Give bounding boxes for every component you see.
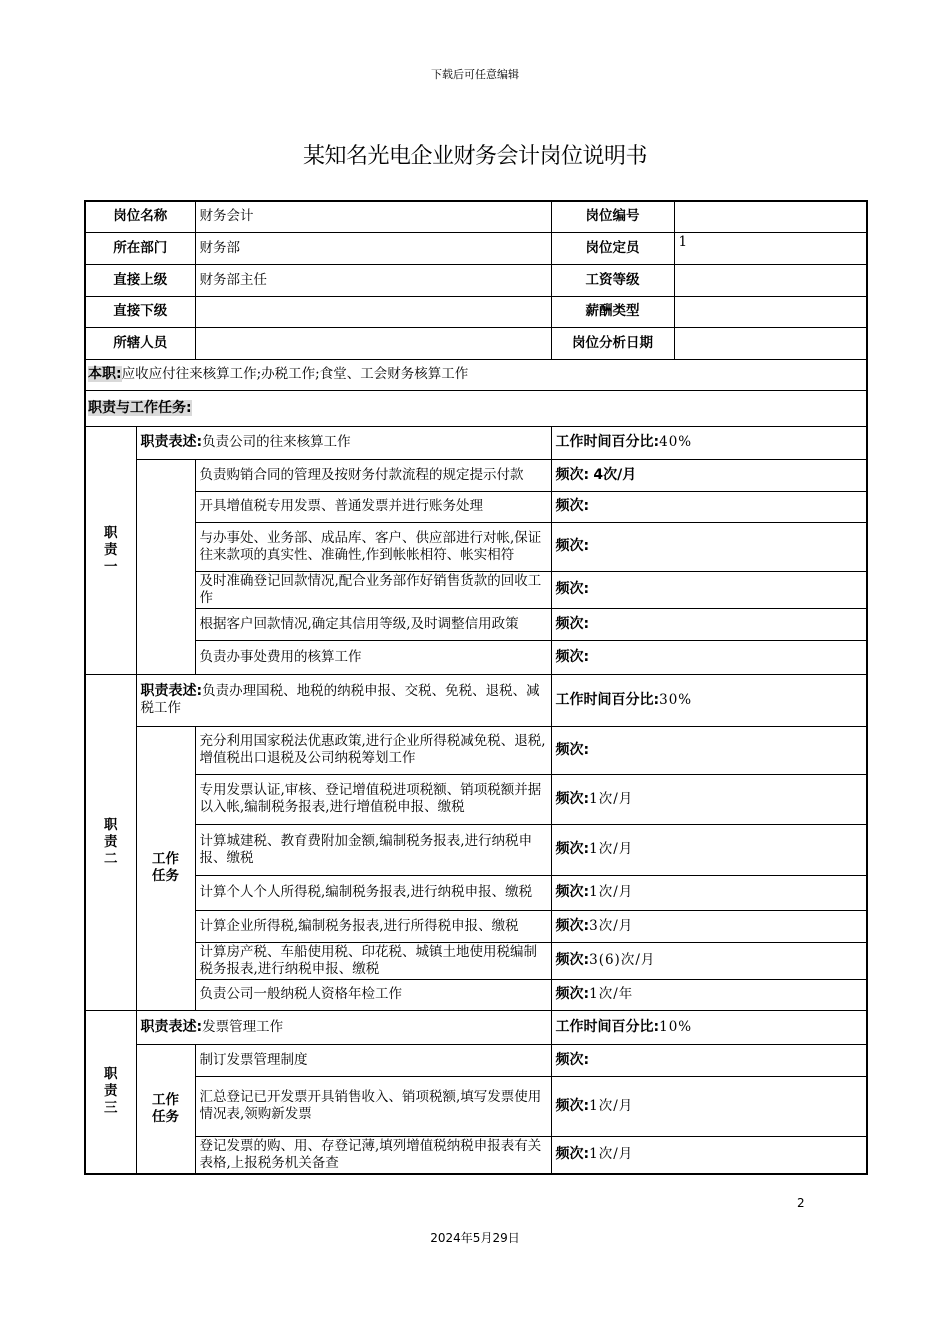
task-frequency: 3(6)次/月	[589, 952, 656, 968]
task-row	[85, 910, 867, 942]
duty1-statement-row	[85, 426, 867, 459]
task-row	[85, 1076, 867, 1136]
statement-label: 职责表述:	[140, 683, 203, 699]
task-text: 负责购销合同的管理及按财务付款流程的规定提示付款	[195, 459, 551, 491]
task-row	[85, 979, 867, 1010]
frequency-label: 频次:	[555, 741, 590, 758]
duty1-task-label-cell	[136, 459, 195, 674]
frequency-label: 频次:	[555, 466, 590, 483]
analysis-date-label: 岗位分析日期	[551, 327, 674, 359]
duty2-name: 职 责 二	[85, 674, 136, 1010]
info-row	[85, 232, 867, 264]
analysis-date-value	[674, 327, 867, 359]
direct-subordinate-label: 直接下级	[85, 296, 195, 327]
info-row	[85, 264, 867, 296]
frequency-label: 频次:	[555, 790, 590, 807]
summary-row	[85, 359, 867, 390]
task-text: 计算城建税、教育费附加金额,编制税务报表,进行纳税申报、缴税	[195, 824, 551, 875]
duty3-percent: 10%	[659, 1018, 693, 1035]
task-row	[85, 1044, 867, 1076]
pay-type-value	[674, 296, 867, 327]
task-row	[85, 726, 867, 774]
task-frequency: 4次/月	[593, 466, 637, 483]
task-frequency: 3次/月	[589, 917, 634, 934]
frequency-label: 频次:	[555, 917, 590, 934]
task-row	[85, 459, 867, 491]
duty3-task-label: 工作 任务	[136, 1044, 195, 1174]
task-text: 计算个人个人所得税,编制税务报表,进行纳税申报、缴税	[195, 875, 551, 910]
task-text: 开具增值税专用发票、普通发票并进行账务处理	[195, 491, 551, 522]
position-name-value: 财务会计	[195, 201, 551, 232]
position-name-label: 岗位名称	[85, 201, 195, 232]
department-value: 财务部	[195, 232, 551, 264]
direct-superior-value: 财务部主任	[195, 264, 551, 296]
time-percent-label: 工作时间百分比:	[555, 434, 660, 450]
task-row	[85, 608, 867, 640]
frequency-label: 频次:	[555, 986, 590, 1002]
task-text: 根据客户回款情况,确定其信用等级,及时调整信用政策	[195, 608, 551, 640]
task-text: 与办事处、业务部、成品库、客户、供应部进行对帐,保证往来款项的真实性、准确性,作到帐帐相符、帐实相符	[195, 522, 551, 571]
frequency-label: 频次:	[555, 538, 590, 554]
frequency-label: 频次:	[555, 581, 590, 597]
job-description-table	[84, 200, 868, 1175]
position-code-label: 岗位编号	[551, 201, 674, 232]
task-frequency: 1次/年	[589, 986, 634, 1002]
task-text: 汇总登记已开发票开具销售收入、销项税额,填写发票使用情况表,领购新发票	[195, 1076, 551, 1136]
task-row	[85, 942, 867, 979]
summary-label: 本职:	[88, 366, 122, 382]
task-row	[85, 571, 867, 608]
salary-grade-label: 工资等级	[551, 264, 674, 296]
task-row	[85, 774, 867, 824]
task-row	[85, 522, 867, 571]
duties-header-row	[85, 390, 867, 426]
task-row	[85, 875, 867, 910]
direct-subordinate-value	[195, 296, 551, 327]
footer-date: 2024年5月29日	[430, 1231, 520, 1245]
frequency-label: 频次:	[555, 498, 590, 514]
page-number: 2	[797, 1196, 805, 1210]
task-frequency: 1次/月	[589, 884, 634, 900]
frequency-label: 频次:	[555, 1051, 590, 1068]
statement-label: 职责表述:	[140, 1018, 203, 1035]
duty2-task-label: 工作 任务	[136, 726, 195, 1010]
pay-type-label: 薪酬类型	[551, 296, 674, 327]
task-row	[85, 640, 867, 674]
task-text: 制订发票管理制度	[195, 1044, 551, 1076]
headcount-label: 岗位定员	[551, 232, 674, 264]
task-text: 及时准确登记回款情况,配合业务部作好销售货款的回收工作	[195, 571, 551, 608]
duty3-name: 职 责 三	[85, 1010, 136, 1174]
headcount-value: 1	[674, 232, 867, 264]
task-text: 计算企业所得税,编制税务报表,进行所得税申报、缴税	[195, 910, 551, 942]
header-note: 下载后可任意编辑	[431, 68, 519, 81]
summary-text: 应收应付往来核算工作;办税工作;食堂、工会财务核算工作	[121, 366, 469, 382]
task-text: 负责办事处费用的核算工作	[195, 640, 551, 674]
info-row	[85, 296, 867, 327]
task-text: 专用发票认证,审核、登记增值税进项税额、销项税额并据以入帐,编制税务报表,进行增值税申报、缴税	[195, 774, 551, 824]
task-frequency: 1次/月	[589, 790, 634, 807]
managed-staff-value	[195, 327, 551, 359]
duty1-statement: 负责公司的往来核算工作	[202, 434, 351, 450]
statement-label: 职责表述:	[140, 434, 203, 450]
task-text: 负责公司一般纳税人资格年检工作	[195, 979, 551, 1010]
duty2-percent: 30%	[659, 691, 693, 708]
task-row	[85, 824, 867, 875]
duty2-statement: 负责办理国税、地税的纳税申报、交税、免税、退税、减税工作	[140, 683, 540, 716]
info-row	[85, 201, 867, 232]
duty3-statement: 发票管理工作	[202, 1018, 284, 1035]
task-text: 登记发票的购、用、存登记薄,填列增值税纳税申报表有关表格,上报税务机关备查	[195, 1136, 551, 1174]
task-row	[85, 1136, 867, 1174]
frequency-label: 频次:	[555, 841, 590, 857]
task-frequency: 1次/月	[589, 1097, 634, 1114]
department-label: 所在部门	[85, 232, 195, 264]
duties-header: 职责与工作任务:	[88, 399, 192, 416]
duty1-name: 职 责 一	[85, 426, 136, 674]
task-text: 充分利用国家税法优惠政策,进行企业所得税减免税、退税,增值税出口退税及公司纳税筹划工作	[195, 726, 551, 774]
salary-grade-value	[674, 264, 867, 296]
duty3-statement-row	[85, 1010, 867, 1044]
frequency-label: 频次:	[555, 1146, 590, 1163]
time-percent-label: 工作时间百分比:	[555, 691, 660, 708]
time-percent-label: 工作时间百分比:	[555, 1018, 660, 1035]
info-row	[85, 327, 867, 359]
direct-superior-label: 直接上级	[85, 264, 195, 296]
position-code-value	[674, 201, 867, 232]
frequency-label: 频次:	[555, 952, 590, 968]
document-title: 某知名光电企业财务会计岗位说明书	[302, 144, 647, 169]
frequency-label: 频次:	[555, 884, 590, 900]
frequency-label: 频次:	[555, 1097, 590, 1114]
duty1-percent: 40%	[659, 434, 693, 450]
task-frequency: 1次/月	[589, 1146, 634, 1163]
duty2-statement-row	[85, 674, 867, 726]
frequency-label: 频次:	[555, 615, 590, 632]
frequency-label: 频次:	[555, 648, 590, 665]
task-row	[85, 491, 867, 522]
managed-staff-label: 所辖人员	[85, 327, 195, 359]
task-frequency: 1次/月	[589, 841, 634, 857]
task-text: 计算房产税、车船使用税、印花税、城镇土地使用税编制税务报表,进行纳税申报、缴税	[195, 942, 551, 979]
